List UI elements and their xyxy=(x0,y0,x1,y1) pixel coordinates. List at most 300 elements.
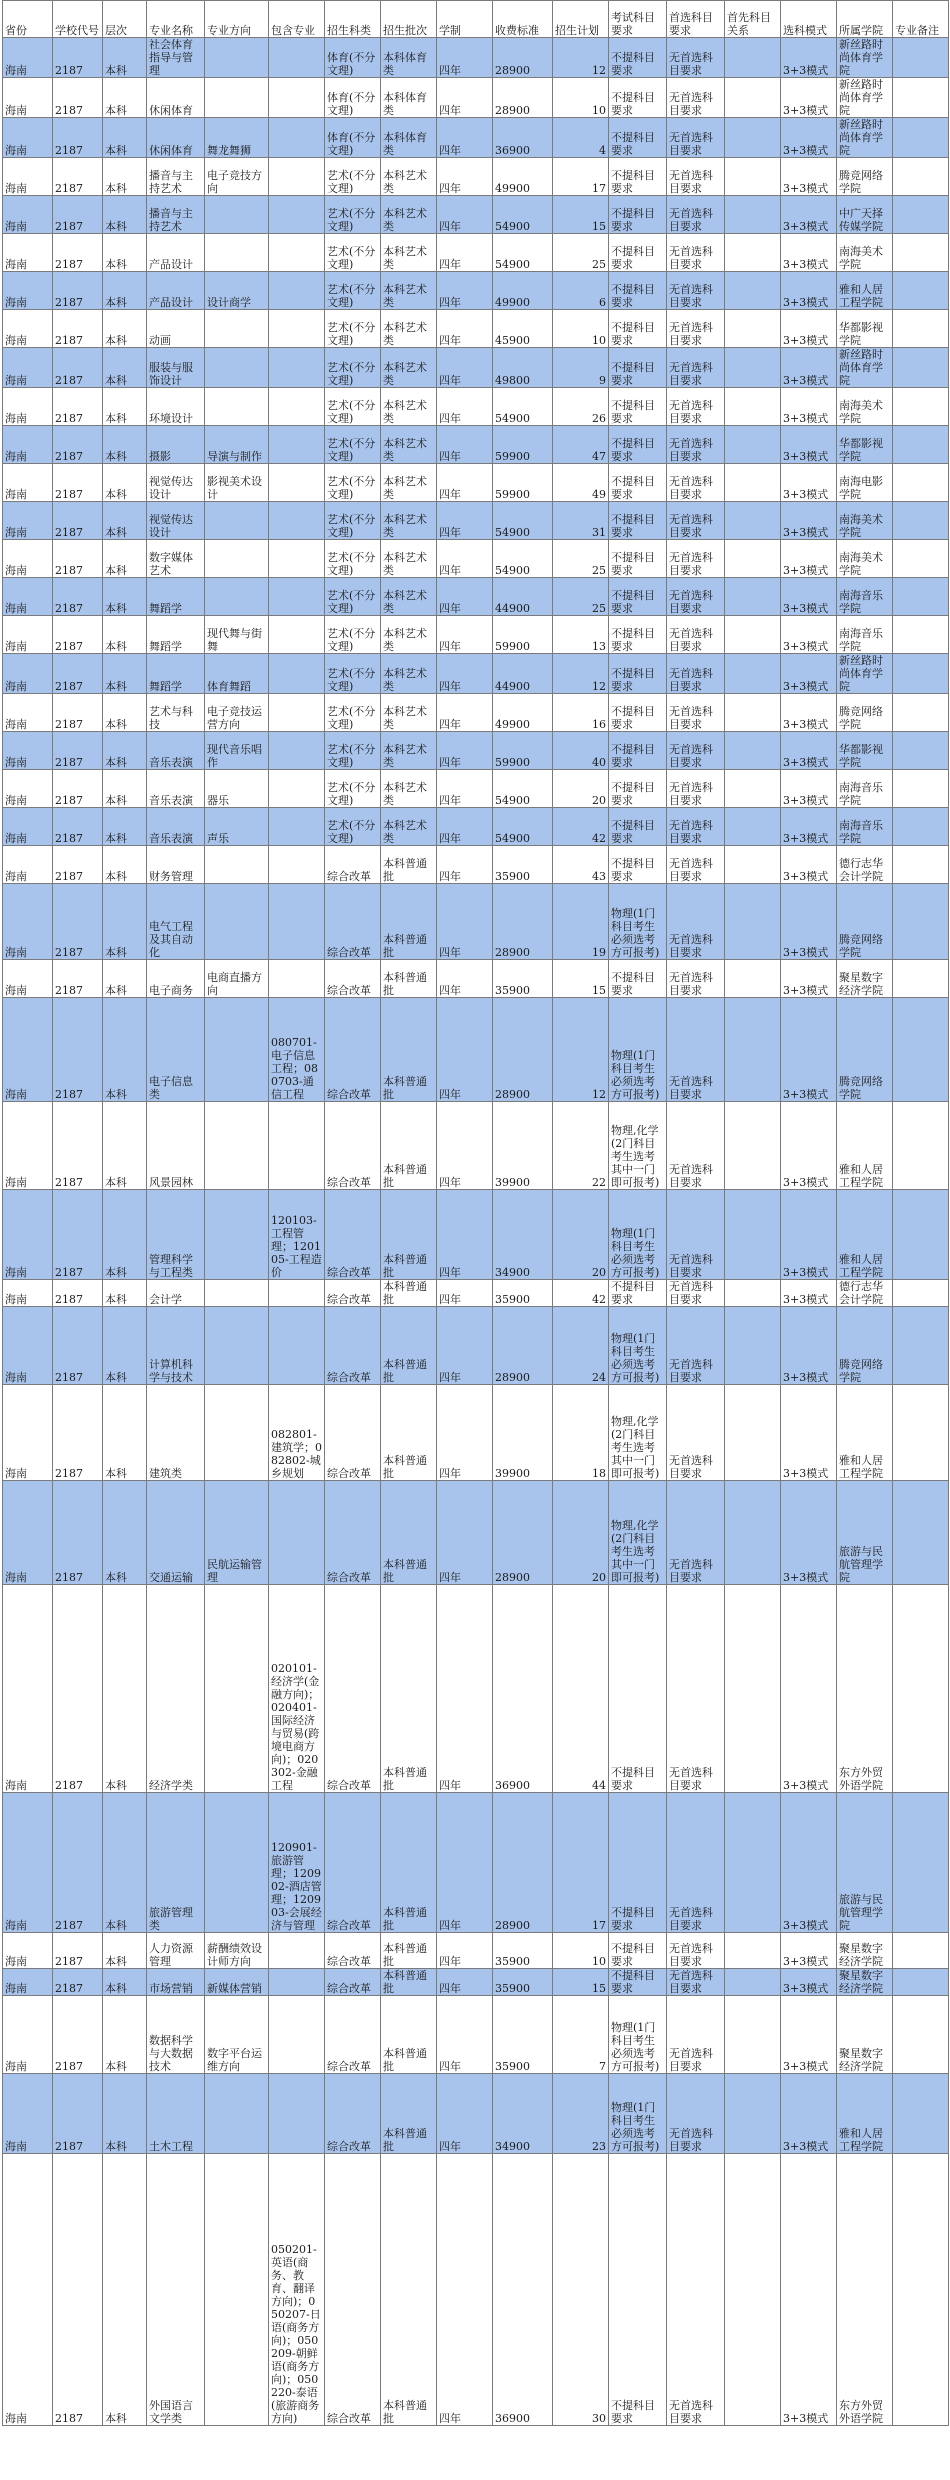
table-cell: 艺术(不分文理) xyxy=(325,272,381,310)
enrollment-table xyxy=(2,0,949,2426)
table-cell: 25 xyxy=(553,234,609,272)
table-cell: 东方外贸外语学院 xyxy=(837,2154,893,2426)
table-cell: 四年 xyxy=(437,502,493,540)
table-cell: 3+3模式 xyxy=(781,464,837,502)
table-cell: 12 xyxy=(553,654,609,694)
table-cell xyxy=(725,234,781,272)
table-cell: 本科普通批 xyxy=(381,2154,437,2426)
table-cell: 本科艺术类 xyxy=(381,694,437,732)
table-cell: 3+3模式 xyxy=(781,1996,837,2074)
table-cell xyxy=(269,1307,325,1385)
table-cell: 不提科目要求 xyxy=(609,1280,667,1307)
table-cell xyxy=(725,1793,781,1933)
table-cell: 声乐 xyxy=(205,808,269,846)
table-cell xyxy=(893,846,949,884)
table-cell: 本科 xyxy=(103,694,147,732)
table-cell: 26 xyxy=(553,388,609,426)
table-cell: 四年 xyxy=(437,234,493,272)
table-cell: 四年 xyxy=(437,426,493,464)
table-cell: 3+3模式 xyxy=(781,388,837,426)
table-cell xyxy=(205,1102,269,1190)
table-cell: 聚星数字经济学院 xyxy=(837,1969,893,1996)
table-cell: 不提科目要求 xyxy=(609,540,667,578)
table-cell: 本科 xyxy=(103,2074,147,2154)
table-cell: 无首选科目要求 xyxy=(667,846,725,884)
table-cell xyxy=(725,2154,781,2426)
column-header: 专业名称 xyxy=(147,1,205,38)
table-cell: 本科 xyxy=(103,426,147,464)
table-cell: 海南 xyxy=(3,654,53,694)
table-cell: 54900 xyxy=(493,196,553,234)
table-cell: 本科 xyxy=(103,2154,147,2426)
table-cell: 35900 xyxy=(493,1280,553,1307)
table-cell: 海南 xyxy=(3,2154,53,2426)
table-cell: 本科普通批 xyxy=(381,960,437,998)
column-header: 学制 xyxy=(437,1,493,38)
table-cell: 不提科目要求 xyxy=(609,426,667,464)
table-cell: 海南 xyxy=(3,884,53,960)
table-cell: 3+3模式 xyxy=(781,38,837,78)
table-cell: 艺术(不分文理) xyxy=(325,654,381,694)
table-cell: 四年 xyxy=(437,1933,493,1969)
table-cell xyxy=(893,540,949,578)
table-cell: 舞龙舞狮 xyxy=(205,118,269,158)
table-cell: 本科 xyxy=(103,540,147,578)
table-cell: 南海美术学院 xyxy=(837,234,893,272)
table-cell: 四年 xyxy=(437,1585,493,1793)
table-cell: 20 xyxy=(553,770,609,808)
table-cell: 2187 xyxy=(53,770,103,808)
table-cell xyxy=(269,694,325,732)
table-cell xyxy=(725,2074,781,2154)
table-cell: 无首选科目要求 xyxy=(667,196,725,234)
table-cell: 海南 xyxy=(3,1793,53,1933)
column-header: 招生批次 xyxy=(381,1,437,38)
table-cell: 54900 xyxy=(493,808,553,846)
table-cell xyxy=(893,234,949,272)
table-cell: 2187 xyxy=(53,960,103,998)
table-cell: 海南 xyxy=(3,388,53,426)
table-cell: 12 xyxy=(553,998,609,1102)
table-cell xyxy=(893,464,949,502)
table-cell: 艺术(不分文理) xyxy=(325,540,381,578)
table-cell xyxy=(725,998,781,1102)
table-cell: 本科 xyxy=(103,1280,147,1307)
table-cell: 海南 xyxy=(3,960,53,998)
table-cell: 2187 xyxy=(53,1481,103,1585)
table-cell: 不提科目要求 xyxy=(609,388,667,426)
table-cell xyxy=(269,884,325,960)
table-cell: 不提科目要求 xyxy=(609,578,667,616)
table-cell xyxy=(893,998,949,1102)
table-cell: 59900 xyxy=(493,464,553,502)
table-cell: 南海音乐学院 xyxy=(837,770,893,808)
table-cell: 本科 xyxy=(103,1190,147,1280)
table-cell: 39900 xyxy=(493,1102,553,1190)
table-cell: 海南 xyxy=(3,732,53,770)
table-cell: 3+3模式 xyxy=(781,1793,837,1933)
table-cell: 本科 xyxy=(103,118,147,158)
table-cell: 不提科目要求 xyxy=(609,770,667,808)
table-cell: 本科 xyxy=(103,388,147,426)
table-cell: 音乐表演 xyxy=(147,770,205,808)
table-cell: 本科体育类 xyxy=(381,78,437,118)
table-cell: 华都影视学院 xyxy=(837,732,893,770)
table-cell: 3+3模式 xyxy=(781,770,837,808)
column-header: 招生计划 xyxy=(553,1,609,38)
column-header: 首选科目要求 xyxy=(667,1,725,38)
table-cell: 器乐 xyxy=(205,770,269,808)
table-row xyxy=(3,616,949,654)
table-cell: 南海音乐学院 xyxy=(837,616,893,654)
table-cell: 本科 xyxy=(103,616,147,654)
table-cell: 海南 xyxy=(3,998,53,1102)
table-cell: 电气工程及其自动化 xyxy=(147,884,205,960)
table-cell: 49900 xyxy=(493,694,553,732)
table-cell: 35900 xyxy=(493,1969,553,1996)
table-cell: 20 xyxy=(553,1190,609,1280)
table-cell xyxy=(893,272,949,310)
table-cell: 不提科目要求 xyxy=(609,464,667,502)
table-cell: 49 xyxy=(553,464,609,502)
table-cell: 音乐表演 xyxy=(147,732,205,770)
table-cell xyxy=(269,388,325,426)
table-cell: 28900 xyxy=(493,1793,553,1933)
table-row xyxy=(3,1793,949,1933)
table-cell: 四年 xyxy=(437,616,493,654)
table-cell: 3+3模式 xyxy=(781,118,837,158)
table-cell: 雅和人居工程学院 xyxy=(837,2074,893,2154)
table-cell xyxy=(893,1280,949,1307)
table-cell: 海南 xyxy=(3,348,53,388)
table-cell: 新丝路时尚体育学院 xyxy=(837,348,893,388)
table-cell: 艺术(不分文理) xyxy=(325,808,381,846)
table-cell xyxy=(893,38,949,78)
table-cell xyxy=(725,732,781,770)
table-cell: 42 xyxy=(553,808,609,846)
table-cell: 35900 xyxy=(493,960,553,998)
table-cell: 2187 xyxy=(53,38,103,78)
table-cell xyxy=(269,1996,325,2074)
table-cell: 四年 xyxy=(437,1280,493,1307)
table-cell xyxy=(269,38,325,78)
table-cell: 民航运输管理 xyxy=(205,1481,269,1585)
table-cell: 24 xyxy=(553,1307,609,1385)
table-cell: 物理(1门科目考生必须选考方可报考) xyxy=(609,1190,667,1280)
table-cell: 现代舞与街舞 xyxy=(205,616,269,654)
table-cell xyxy=(205,998,269,1102)
table-cell: 35900 xyxy=(493,1933,553,1969)
table-cell: 020101-经济学(金融方向)；020401-国际经济与贸易(跨境电商方向)；020302-金融工程 xyxy=(269,1585,325,1793)
table-cell: 本科 xyxy=(103,846,147,884)
table-cell: 综合改革 xyxy=(325,846,381,884)
table-cell: 28900 xyxy=(493,38,553,78)
table-cell: 2187 xyxy=(53,1280,103,1307)
table-cell xyxy=(205,388,269,426)
table-cell: 腾竞网络学院 xyxy=(837,1307,893,1385)
table-cell: 四年 xyxy=(437,1793,493,1933)
table-cell: 不提科目要求 xyxy=(609,78,667,118)
table-cell: 综合改革 xyxy=(325,998,381,1102)
table-cell: 不提科目要求 xyxy=(609,158,667,196)
table-cell: 四年 xyxy=(437,770,493,808)
table-cell: 无首选科目要求 xyxy=(667,1481,725,1585)
table-cell: 海南 xyxy=(3,118,53,158)
table-cell: 本科艺术类 xyxy=(381,388,437,426)
table-row xyxy=(3,158,949,196)
table-cell: 艺术(不分文理) xyxy=(325,732,381,770)
table-cell: 海南 xyxy=(3,1933,53,1969)
column-header: 选科模式 xyxy=(781,1,837,38)
table-cell: 不提科目要求 xyxy=(609,694,667,732)
table-cell: 不提科目要求 xyxy=(609,2154,667,2426)
table-cell: 2187 xyxy=(53,578,103,616)
table-cell xyxy=(725,196,781,234)
table-cell: 四年 xyxy=(437,654,493,694)
table-cell: 7 xyxy=(553,1996,609,2074)
column-header: 考试科目要求 xyxy=(609,1,667,38)
table-cell: 无首选科目要求 xyxy=(667,694,725,732)
table-cell xyxy=(269,196,325,234)
table-cell: 本科体育类 xyxy=(381,118,437,158)
table-cell: 2187 xyxy=(53,2154,103,2426)
table-cell: 经济学类 xyxy=(147,1585,205,1793)
table-cell: 17 xyxy=(553,158,609,196)
table-cell: 3+3模式 xyxy=(781,1933,837,1969)
table-cell: 海南 xyxy=(3,1481,53,1585)
table-cell: 6 xyxy=(553,272,609,310)
table-cell: 2187 xyxy=(53,540,103,578)
table-cell xyxy=(269,1933,325,1969)
column-header: 包含专业 xyxy=(269,1,325,38)
table-cell: 本科 xyxy=(103,1969,147,1996)
table-cell: 2187 xyxy=(53,464,103,502)
table-cell: 无首选科目要求 xyxy=(667,348,725,388)
table-cell: 不提科目要求 xyxy=(609,348,667,388)
table-cell: 无首选科目要求 xyxy=(667,1307,725,1385)
table-cell: 海南 xyxy=(3,272,53,310)
table-cell xyxy=(725,1190,781,1280)
table-cell: 不提科目要求 xyxy=(609,808,667,846)
table-cell: 无首选科目要求 xyxy=(667,464,725,502)
table-cell: 不提科目要求 xyxy=(609,960,667,998)
table-cell xyxy=(725,1280,781,1307)
table-cell: 服装与服饰设计 xyxy=(147,348,205,388)
table-cell: 无首选科目要求 xyxy=(667,1190,725,1280)
table-cell: 不提科目要求 xyxy=(609,1933,667,1969)
table-cell: 腾竞网络学院 xyxy=(837,158,893,196)
table-row xyxy=(3,426,949,464)
table-cell: 3+3模式 xyxy=(781,234,837,272)
table-cell: 海南 xyxy=(3,1385,53,1481)
table-cell: 54900 xyxy=(493,770,553,808)
table-cell: 23 xyxy=(553,2074,609,2154)
table-cell xyxy=(725,770,781,808)
table-cell: 艺术(不分文理) xyxy=(325,310,381,348)
table-cell: 44900 xyxy=(493,578,553,616)
table-cell xyxy=(893,348,949,388)
table-cell: 艺术(不分文理) xyxy=(325,464,381,502)
table-cell: 艺术(不分文理) xyxy=(325,502,381,540)
table-cell: 德行志华会计学院 xyxy=(837,1280,893,1307)
table-cell: 10 xyxy=(553,78,609,118)
table-cell xyxy=(269,1280,325,1307)
table-cell: 本科 xyxy=(103,502,147,540)
table-cell: 本科普通批 xyxy=(381,1280,437,1307)
table-cell xyxy=(725,118,781,158)
table-cell: 2187 xyxy=(53,808,103,846)
table-cell: 2187 xyxy=(53,1585,103,1793)
table-cell: 本科普通批 xyxy=(381,1585,437,1793)
table-cell: 人力资源管理 xyxy=(147,1933,205,1969)
table-cell xyxy=(725,540,781,578)
table-cell: 20 xyxy=(553,1481,609,1585)
table-cell: 综合改革 xyxy=(325,1793,381,1933)
table-cell: 新媒体营销 xyxy=(205,1969,269,1996)
table-cell xyxy=(205,2154,269,2426)
table-cell: 四年 xyxy=(437,1481,493,1585)
table-cell xyxy=(269,272,325,310)
table-cell: 39900 xyxy=(493,1385,553,1481)
table-cell xyxy=(893,694,949,732)
table-cell: 本科普通批 xyxy=(381,846,437,884)
table-cell: 海南 xyxy=(3,1996,53,2074)
table-cell: 物理,化学(2门科目考生选考其中一门即可报考) xyxy=(609,1481,667,1585)
table-cell: 综合改革 xyxy=(325,1996,381,2074)
table-body xyxy=(3,38,949,2426)
table-cell: 本科 xyxy=(103,884,147,960)
table-cell: 无首选科目要求 xyxy=(667,1385,725,1481)
table-cell: 新丝路时尚体育学院 xyxy=(837,38,893,78)
table-cell: 49800 xyxy=(493,348,553,388)
table-row xyxy=(3,310,949,348)
table-cell: 综合改革 xyxy=(325,960,381,998)
table-cell: 3+3模式 xyxy=(781,846,837,884)
table-cell: 无首选科目要求 xyxy=(667,2074,725,2154)
table-cell: 海南 xyxy=(3,196,53,234)
table-cell xyxy=(205,578,269,616)
table-cell: 无首选科目要求 xyxy=(667,998,725,1102)
table-cell: 3+3模式 xyxy=(781,1481,837,1585)
table-cell: 不提科目要求 xyxy=(609,1969,667,1996)
table-cell: 28900 xyxy=(493,1307,553,1385)
table-cell: 无首选科目要求 xyxy=(667,272,725,310)
table-cell: 54900 xyxy=(493,502,553,540)
table-cell: 四年 xyxy=(437,540,493,578)
table-cell: 体育(不分文理) xyxy=(325,118,381,158)
table-cell: 36900 xyxy=(493,2154,553,2426)
table-cell: 2187 xyxy=(53,1307,103,1385)
table-cell: 25 xyxy=(553,540,609,578)
table-row xyxy=(3,540,949,578)
table-row xyxy=(3,846,949,884)
table-cell: 海南 xyxy=(3,694,53,732)
table-cell: 本科艺术类 xyxy=(381,732,437,770)
table-cell: 54900 xyxy=(493,234,553,272)
table-cell: 本科 xyxy=(103,960,147,998)
table-cell: 15 xyxy=(553,1969,609,1996)
table-cell: 59900 xyxy=(493,616,553,654)
table-row xyxy=(3,998,949,1102)
table-row xyxy=(3,38,949,78)
column-header: 首先科目关系 xyxy=(725,1,781,38)
table-cell: 43 xyxy=(553,846,609,884)
table-cell: 艺术(不分文理) xyxy=(325,770,381,808)
table-cell xyxy=(893,1585,949,1793)
table-cell: 海南 xyxy=(3,310,53,348)
table-cell: 海南 xyxy=(3,1585,53,1793)
table-row xyxy=(3,694,949,732)
table-cell: 海南 xyxy=(3,578,53,616)
table-cell: 综合改革 xyxy=(325,2154,381,2426)
table-header-row xyxy=(3,1,949,38)
table-row xyxy=(3,1385,949,1481)
table-cell: 本科 xyxy=(103,1793,147,1933)
table-cell xyxy=(269,426,325,464)
table-cell xyxy=(205,540,269,578)
table-cell xyxy=(269,770,325,808)
table-cell xyxy=(269,2074,325,2154)
table-cell: 15 xyxy=(553,196,609,234)
table-cell: 3+3模式 xyxy=(781,1280,837,1307)
table-cell xyxy=(893,1102,949,1190)
table-cell: 本科普通批 xyxy=(381,1307,437,1385)
table-cell: 土木工程 xyxy=(147,2074,205,2154)
table-cell: 28900 xyxy=(493,998,553,1102)
table-cell: 电子竞技方向 xyxy=(205,158,269,196)
table-cell: 不提科目要求 xyxy=(609,846,667,884)
table-row xyxy=(3,770,949,808)
table-cell: 无首选科目要求 xyxy=(667,78,725,118)
table-cell: 本科艺术类 xyxy=(381,158,437,196)
table-cell: 3+3模式 xyxy=(781,196,837,234)
table-cell: 18 xyxy=(553,1385,609,1481)
table-cell: 不提科目要求 xyxy=(609,196,667,234)
table-cell: 东方外贸外语学院 xyxy=(837,1585,893,1793)
table-cell: 3+3模式 xyxy=(781,694,837,732)
table-cell xyxy=(725,654,781,694)
table-cell: 无首选科目要求 xyxy=(667,158,725,196)
table-cell: 无首选科目要求 xyxy=(667,118,725,158)
table-cell: 综合改革 xyxy=(325,1969,381,1996)
table-cell: 2187 xyxy=(53,158,103,196)
table-cell: 3+3模式 xyxy=(781,1969,837,1996)
table-cell xyxy=(725,1933,781,1969)
table-cell: 3+3模式 xyxy=(781,616,837,654)
table-cell: 无首选科目要求 xyxy=(667,1102,725,1190)
table-cell: 四年 xyxy=(437,310,493,348)
table-cell: 旅游与民航管理学院 xyxy=(837,1793,893,1933)
table-cell xyxy=(725,1481,781,1585)
table-cell: 播音与主持艺术 xyxy=(147,196,205,234)
table-row xyxy=(3,1585,949,1793)
table-cell xyxy=(893,884,949,960)
table-cell: 28900 xyxy=(493,78,553,118)
table-cell: 9 xyxy=(553,348,609,388)
table-cell: 49900 xyxy=(493,158,553,196)
table-cell: 综合改革 xyxy=(325,1933,381,1969)
table-cell: 无首选科目要求 xyxy=(667,234,725,272)
table-cell: 海南 xyxy=(3,616,53,654)
table-cell xyxy=(725,1102,781,1190)
table-cell: 腾竞网络学院 xyxy=(837,998,893,1102)
table-cell: 海南 xyxy=(3,158,53,196)
table-cell: 四年 xyxy=(437,1190,493,1280)
table-cell xyxy=(893,118,949,158)
table-cell: 旅游与民航管理学院 xyxy=(837,1481,893,1585)
table-cell: 不提科目要求 xyxy=(609,654,667,694)
table-cell: 综合改革 xyxy=(325,1481,381,1585)
